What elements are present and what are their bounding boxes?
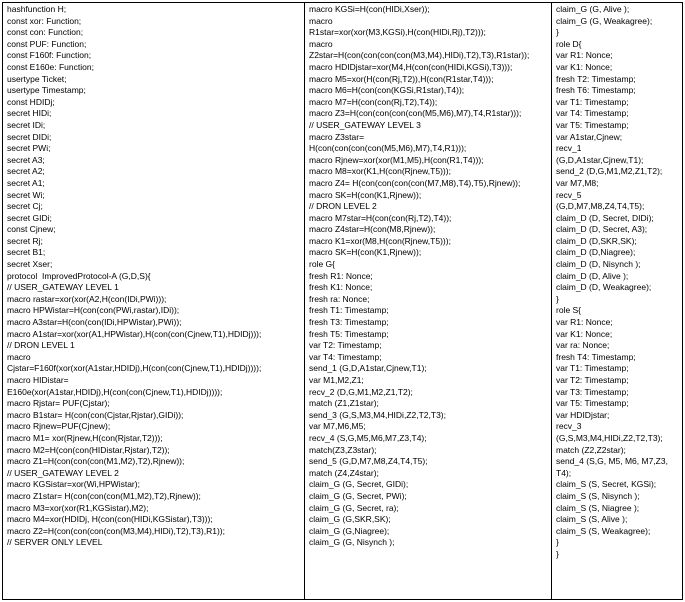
- code-line: macro KGSi=H(con(HIDi,Xser));: [309, 4, 430, 14]
- code-line: macro K1=xor(M8,H(con(Rjnew,T5)));: [309, 235, 451, 246]
- code-line: recv_1: [556, 143, 582, 154]
- code-line: H(con(con(con(con(M5,M6),M7),T4,R1)));: [309, 143, 467, 154]
- code-line: claim_D (D, Secret, DIDi);: [556, 212, 654, 223]
- code-line: recv_2 (D,G,M1,M2,Z1,T2);: [309, 386, 413, 397]
- code-line: const con: Function;: [7, 27, 84, 38]
- code-line: claim_D (D,SKR,SK);: [556, 235, 637, 246]
- code-line: claim_S (S, Weakagree);: [556, 525, 651, 536]
- code-line: secret A1;: [7, 177, 45, 188]
- code-line: macro SK=H(con(K1,Rjnew));: [309, 247, 422, 258]
- code-line: secret Cj;: [7, 201, 43, 212]
- code-line: var M7,M8;: [556, 177, 599, 188]
- code-line: macro M6=H(con(con(KGSi,R1star),T4));: [309, 85, 465, 96]
- code-line: macro M1= xor(Rjnew,H(con(Rjstar,T2)));: [7, 432, 163, 443]
- code-line: // USER_GATEWAY LEVEL 3: [309, 119, 421, 130]
- code-line: match (Z2,Z2star);: [556, 444, 626, 455]
- code-line: var T1: Timestamp;: [556, 363, 629, 374]
- code-line: }: [556, 27, 559, 38]
- code-line: macro M5=xor(H(con(Rj,T2)),H(con(R1star,T4)));: [309, 73, 494, 84]
- code-line: macro B1star= H(con(con(Cjstar,Rjstar),GIDi));: [7, 409, 184, 420]
- code-line: claim_G (G, Secret, GIDi);: [309, 479, 409, 490]
- code-line: var T4: Timestamp;: [556, 108, 629, 119]
- code-line: macro Rjnew=PUF(Cjnew);: [7, 421, 111, 432]
- code-line: const HDIDj;: [7, 96, 55, 107]
- code-line: macro Z3=H(con(con(con(con(M5,M6),M7),T4,R1star)));: [309, 108, 522, 119]
- code-line: secret GIDi;: [7, 212, 52, 223]
- code-line: macro HIDistar=: [7, 375, 69, 385]
- code-line: send_5 (G,D,M7,M8,Z4,T4,T5);: [309, 456, 428, 467]
- code-line: match(Z3,Z3star);: [309, 444, 377, 455]
- code-line: send_4 (S,G, M5, M6, M7,Z3,: [556, 456, 668, 467]
- code-line: Cjstar=F160f(xor(xor(A1star,HDIDj),H(con(con(Cjnew,T1),HDIDj))));: [7, 363, 262, 374]
- code-line: recv_3: [556, 421, 582, 432]
- code-line: macro SK=H(con(K1,Rjnew));: [309, 189, 422, 200]
- code-line: macro Rjnew=xor(xor(M1,M5),H(con(R1,T4)));: [309, 154, 484, 165]
- code-line: secret Rj;: [7, 235, 43, 246]
- code-line: macro Z2=H(con(con(con(con(M3,M4),HIDi),T2),T3),R1));: [7, 525, 225, 536]
- code-line: secret HIDi;: [7, 108, 52, 119]
- code-line: macro M8=xor(K1,H(con(Rjnew,T5)));: [309, 166, 451, 177]
- code-line: macro Rjstar= PUF(Cjstar);: [7, 398, 110, 409]
- code-line: secret A3;: [7, 154, 45, 165]
- code-line: Z2star=H(con(con(con(con(M3,M4),HIDi),T2),T3),R1star));: [309, 50, 530, 61]
- code-line: // DRON LEVEL 1: [7, 340, 75, 351]
- code-line: var T5: Timestamp;: [556, 119, 629, 130]
- code-line: macro M7=H(con(con(Rj,T2),T4));: [309, 96, 438, 107]
- code-line: var T2: Timestamp;: [556, 375, 629, 385]
- code-line: macro: [309, 38, 333, 49]
- code-line: recv_4 (S,G,M5,M6,M7,Z3,T4);: [309, 432, 427, 443]
- code-line: send_1 (G,D,A1star,Cjnew,T1);: [309, 363, 427, 374]
- code-line: secret Xser;: [7, 259, 53, 270]
- code-line: claim_S (S, Alive );: [556, 514, 628, 525]
- code-line: claim_G (G, Nisynch );: [309, 537, 395, 548]
- code-line: // SERVER ONLY LEVEL: [7, 537, 103, 548]
- code-line: macro: [309, 15, 333, 26]
- code-line: var T5: Timestamp;: [556, 398, 629, 409]
- code-line: E160e(xor(A1star,HDIDj),H(con(con(Cjnew,T1),HDIDj))));: [7, 386, 223, 397]
- code-line: // DRON LEVEL 2: [309, 201, 377, 212]
- code-column-1: [3, 3, 304, 599]
- code-line: role G{: [309, 259, 335, 270]
- code-line: secret DIDi;: [7, 131, 52, 142]
- code-line: T4);: [556, 467, 572, 478]
- code-line: const xor: Function;: [7, 15, 82, 26]
- code-line: var R1: Nonce;: [556, 50, 613, 61]
- code-line: var R1: Nonce;: [556, 317, 613, 328]
- code-line: }: [556, 537, 559, 548]
- code-line: var T4: Timestamp;: [309, 351, 382, 362]
- code-line: fresh T4: Timestamp;: [556, 351, 636, 362]
- code-line: macro Z1=H(con(con(con(M1,M2),T2),Rjnew));: [7, 456, 185, 467]
- code-line: claim_D (D, Secret, A3);: [556, 224, 648, 235]
- code-line: match (Z1,Z1star);: [309, 398, 379, 409]
- code-line: var ra: Nonce;: [556, 340, 610, 351]
- code-line: macro M4=xor(HDIDj, H(con(con(HIDi,KGSistar),T3)));: [7, 514, 213, 525]
- code-line: const Cjnew;: [7, 224, 56, 235]
- code-line: var HDIDjstar;: [556, 409, 610, 420]
- code-line: (G,S,M3,M4,HIDi,Z2,T2,T3);: [556, 432, 663, 443]
- protocol-code-table: [2, 2, 683, 600]
- code-line: claim_G (G,Niagree);: [309, 525, 390, 536]
- code-line: claim_G (G, Secret, PWi);: [309, 490, 407, 501]
- code-line: fresh R1: Nonce;: [309, 270, 373, 281]
- code-line: fresh ra: Nonce;: [309, 293, 370, 304]
- code-line: var A1star,Cjnew;: [556, 131, 623, 142]
- code-line: fresh T5: Timestamp;: [309, 328, 389, 339]
- code-line: role D{: [556, 38, 582, 49]
- code-line: secret PWi;: [7, 143, 51, 154]
- code-line: secret IDi;: [7, 119, 46, 130]
- code-line: macro KGSistar=xor(Wi,HPWistar);: [7, 479, 140, 490]
- code-line: }: [556, 548, 559, 559]
- code-line: claim_D (D,Niagree);: [556, 247, 636, 258]
- code-line: role S{: [556, 305, 582, 316]
- code-line: claim_G (G, Alive );: [556, 4, 630, 14]
- code-line: var K1: Nonce;: [556, 61, 613, 72]
- code-line: secret B1;: [7, 247, 46, 258]
- code-line: protocol ImprovedProtocol-A (G,D,S){: [7, 270, 151, 281]
- code-line: claim_S (S, Niagree );: [556, 502, 640, 513]
- code-line: secret Wi;: [7, 189, 45, 200]
- code-line: var T2: Timestamp;: [309, 340, 382, 351]
- code-line: match (Z4,Z4star);: [309, 467, 379, 478]
- code-line: claim_D (D, Weakagree);: [556, 282, 652, 293]
- code-line: hashfunction H;: [7, 4, 67, 14]
- code-line: var T1: Timestamp;: [556, 96, 629, 107]
- code-line: fresh T2: Timestamp;: [556, 73, 636, 84]
- code-line: macro HPWistar=H(con(con(PWi,rastar),IDi));: [7, 305, 180, 316]
- code-line: (G,D,A1star,Cjnew,T1);: [556, 154, 644, 165]
- code-line: usertype Ticket;: [7, 73, 67, 84]
- code-line: const F160f: Function;: [7, 50, 92, 61]
- code-line: macro Z1star= H(con(con(con(M1,M2),T2),Rjnew));: [7, 490, 201, 501]
- code-line: macro A3star=H(con(con(IDi,HPWistar),PWi));: [7, 317, 182, 328]
- code-line: usertype Timestamp;: [7, 85, 86, 96]
- code-column-3: [551, 3, 682, 599]
- code-line: send_2 (D,G,M1,M2,Z1,T2);: [556, 166, 663, 177]
- code-line: // USER_GATEWAY LEVEL 2: [7, 467, 119, 478]
- code-line: const E160e: Function;: [7, 61, 94, 72]
- code-line: // USER_GATEWAY LEVEL 1: [7, 282, 119, 293]
- code-line: }: [556, 293, 559, 304]
- code-line: var M7,M6,M5;: [309, 421, 366, 432]
- code-line: claim_D (D, Alive );: [556, 270, 629, 281]
- code-line: macro rastar=xor(xor(A2,H(con(IDi,PWi)));: [7, 293, 167, 304]
- code-line: macro HDIDjstar=xor(M4,H(con(con(HIDi,KGSi),T3)));: [309, 61, 513, 72]
- code-line: claim_G (G,SKR,SK);: [309, 514, 391, 525]
- code-line: claim_D (D, Nisynch );: [556, 259, 641, 270]
- code-column-2: [304, 3, 551, 599]
- code-line: claim_G (G, Weakagree);: [556, 15, 653, 26]
- code-line: macro: [7, 351, 31, 362]
- code-line: claim_S (S, Secret, KGSi);: [556, 479, 657, 490]
- code-line: var T3: Timestamp;: [556, 386, 629, 397]
- code-line: claim_G (G, Secret, ra);: [309, 502, 399, 513]
- code-line: claim_S (S, Nisynch );: [556, 490, 640, 501]
- code-line: const PUF: Function;: [7, 38, 87, 49]
- code-line: macro M2=H(con(con(HIDistar,Rjstar),T2));: [7, 444, 170, 455]
- code-line: var M1,M2,Z1;: [309, 375, 364, 385]
- code-line: fresh T1: Timestamp;: [309, 305, 389, 316]
- code-line: macro Z3star=: [309, 131, 365, 142]
- code-line: macro A1star=xor(xor(A1,HPWistar),H(con(con(Cjnew,T1),HDIDj)));: [7, 328, 262, 339]
- code-line: fresh T3: Timestamp;: [309, 317, 389, 328]
- code-line: fresh K1: Nonce;: [309, 282, 373, 293]
- code-line: (G,D,M7,M8,Z4,T4,T5);: [556, 201, 645, 212]
- code-line: R1star=xor(xor(M3,KGSi),H(con(HIDi,Rj),T2)));: [309, 27, 486, 38]
- code-line: macro M7star=H(con(con(Rj,T2),T4));: [309, 212, 452, 223]
- code-line: macro Z4= H(con(con(con(con(M7,M8),T4),T5),Rjnew));: [309, 177, 521, 188]
- code-line: fresh T6: Timestamp;: [556, 85, 636, 96]
- code-line: secret A2;: [7, 166, 45, 177]
- code-line: macro M3=xor(xor(R1,KGSistar),M2);: [7, 502, 149, 513]
- code-line: recv_5: [556, 189, 582, 200]
- code-line: send_3 (G,S,M3,M4,HIDi,Z2,T2,T3);: [309, 409, 446, 420]
- code-line: macro Z4star=H(con(M8,Rjnew));: [309, 224, 436, 235]
- code-line: var K1: Nonce;: [556, 328, 613, 339]
